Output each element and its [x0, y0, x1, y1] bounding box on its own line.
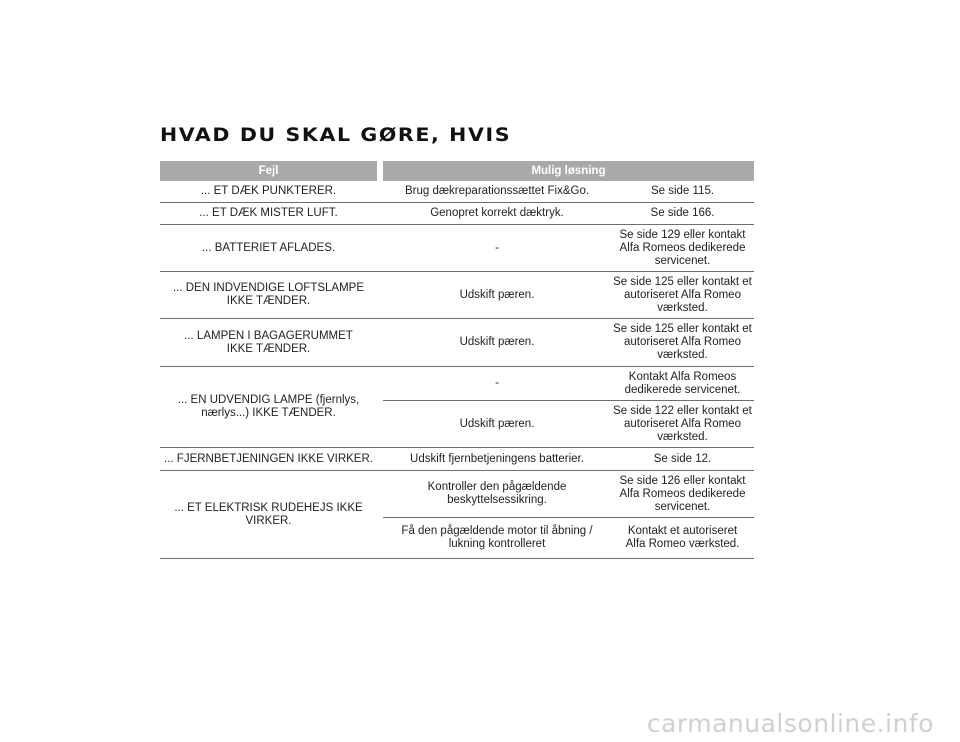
reference-cell: Kontakt et autoriseret Alfa Romeo værksted.: [625, 525, 740, 550]
action-cell: Brug dækreparationssættet Fix&Go.: [404, 185, 590, 197]
table-row: [160, 272, 754, 319]
action-cell: Kontroller den pågældende beskyttelsessikring.: [427, 481, 567, 506]
reference-cell: Se side 126 eller kontakt Alfa Romeos dedikerede servicenet.: [619, 474, 746, 513]
page-title: HVAD DU SKAL GØRE, HVIS: [160, 124, 512, 146]
fault-cell: ... LAMPEN I BAGAGERUMMET IKKE TÆNDER.: [184, 329, 353, 355]
table-row: [160, 448, 754, 471]
reference-cell: Se side 129 eller kontakt Alfa Romeos dedikerede servicenet.: [619, 228, 746, 267]
solution-subrow: [383, 401, 754, 447]
action-cell: -: [495, 241, 499, 254]
reference-cell: Se side 115.: [650, 185, 715, 197]
table-header: [160, 161, 754, 181]
troubleshooting-table: [160, 161, 754, 559]
solution-subrow: [383, 471, 754, 518]
table-row: [160, 367, 754, 448]
table-row: [160, 471, 754, 559]
action-cell: Udskift fjernbetjeningens batterier.: [410, 452, 584, 465]
fault-cell: ... DEN INDVENDIGE LOFTSLAMPE IKKE TÆNDER.: [172, 282, 365, 307]
fault-cell: ... ET DÆK PUNKTERER.: [200, 185, 337, 197]
table-row: [160, 319, 754, 367]
fault-cell: ... ET DÆK MISTER LUFT.: [199, 207, 338, 219]
watermark-text: carmanualsonline.info: [646, 709, 934, 738]
action-cell: Udskift pæren.: [459, 417, 535, 430]
fault-cell: ... EN UDVENDIG LAMPE (fjernlys, nærlys...) IKKE TÆNDER.: [177, 394, 360, 419]
reference-cell: Se side 125 eller kontakt et autoriseret Alfa Romeo værksted.: [613, 275, 752, 314]
table-row: [160, 181, 754, 203]
action-cell: Udskift pæren.: [459, 336, 535, 348]
fault-cell: ... BATTERIET AFLADES.: [201, 241, 336, 254]
reference-cell: Se side 166.: [650, 207, 715, 219]
action-cell: Genopret korrekt dæktryk.: [430, 207, 564, 219]
solution-subrow: [383, 367, 754, 401]
header-fault: Fejl: [160, 161, 377, 181]
action-cell: -: [495, 377, 499, 389]
fault-cell: ... ET ELEKTRISK RUDEHEJS IKKE VIRKER.: [174, 501, 363, 527]
table-row: [160, 203, 754, 225]
action-cell: Få den pågældende motor til åbning / lukning kontrolleret: [401, 525, 593, 550]
solution-subrow: [383, 518, 754, 558]
table-row: [160, 225, 754, 272]
reference-cell: Kontakt Alfa Romeos dedikerede servicenet.: [624, 370, 741, 396]
reference-cell: Se side 122 eller kontakt et autoriseret Alfa Romeo værksted.: [613, 404, 752, 443]
action-cell: Udskift pæren.: [459, 288, 535, 301]
fault-cell: ... FJERNBETJENINGEN IKKE VIRKER.: [164, 452, 373, 465]
reference-cell: Se side 12.: [653, 452, 712, 465]
header-solution: Mulig løsning: [383, 161, 754, 181]
reference-cell: Se side 125 eller kontakt et autoriseret Alfa Romeo værksted.: [613, 323, 752, 361]
